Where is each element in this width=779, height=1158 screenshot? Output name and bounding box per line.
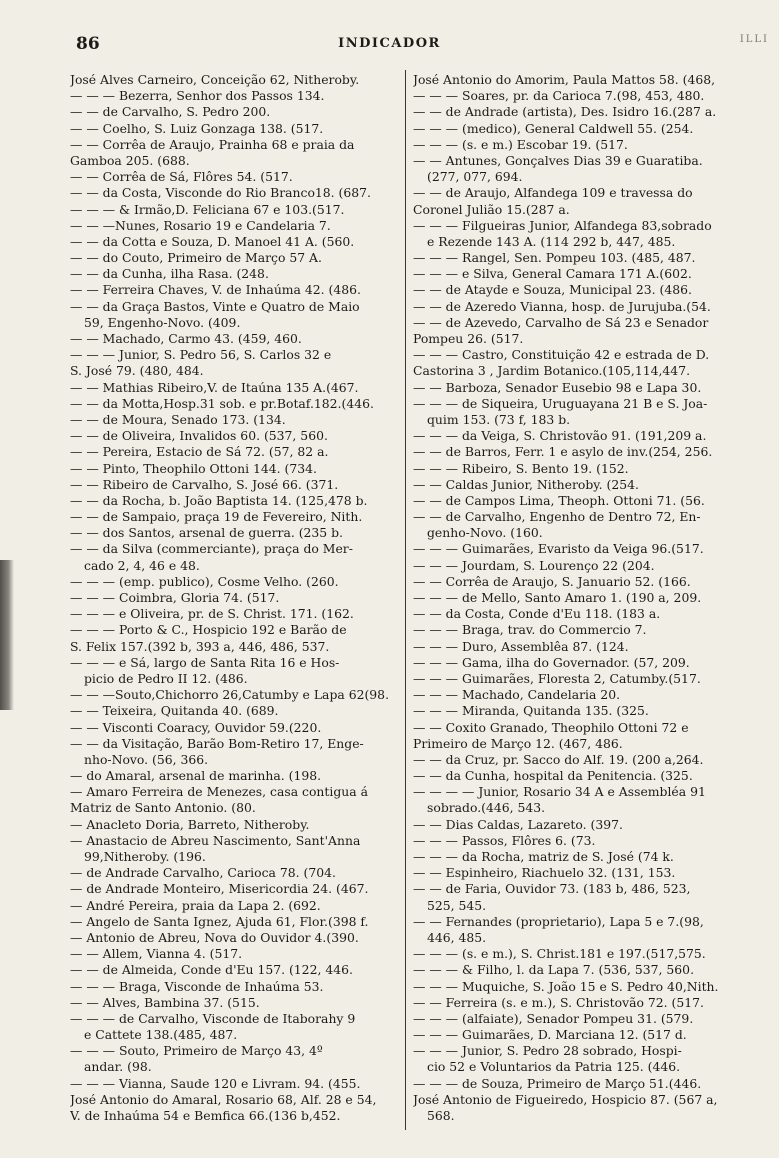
directory-entry-line: — — Ribeiro de Carvalho, S. José 66. (371. <box>70 476 339 492</box>
directory-entry-line: — Anacleto Doria, Barreto, Nitheroby. <box>70 816 310 832</box>
directory-entry-line: — — da Costa, Visconde do Rio Branco18. (687. <box>70 185 371 201</box>
directory-entry-line: — — Coelho, S. Luiz Gonzaga 138. (517. <box>70 120 324 136</box>
directory-entry-line: — — — Passos, Flôres 6. (73. <box>413 832 596 848</box>
directory-entry-line: — — — Braga, Visconde de Inhaúma 53. <box>70 978 324 994</box>
directory-entry-line: — Antonio de Abreu, Nova do Ouvidor 4.(390. <box>70 929 359 945</box>
directory-entry-line: — — de Andrade (artista), Des. Isidro 16.(287 a. <box>413 104 717 120</box>
directory-entry-line: — — Corrêa de Araujo, Prainha 68 e praia da <box>70 136 355 152</box>
directory-entry-line: — — Corrêa de Araujo, S. Januario 52. (166. <box>413 573 691 589</box>
directory-entry-line: — — de Azeredo Vianna, hosp. de Jurujuba.(54. <box>413 298 711 314</box>
directory-entry-line: Matriz de Santo Antonio. (80. <box>70 800 256 816</box>
directory-entry-line: Gamboa 205. (688. <box>70 152 190 168</box>
directory-entry-line: Pompeu 26. (517. <box>413 331 524 346</box>
directory-entry-line: — — — Castro, Constituição 42 e estrada de D. <box>413 347 710 363</box>
directory-entry-line: — — — Muquiche, S. João 15 e S. Pedro 40,Nith. <box>413 978 719 994</box>
directory-entry-line: 59, Engenho-Novo. (409. <box>84 314 241 330</box>
directory-entry-line: — — de Azevedo, Carvalho de Sá 23 e Senador <box>413 314 709 330</box>
directory-entry-line: — — — (alfaiate), Senador Pompeu 31. (579. <box>413 1010 694 1026</box>
directory-entry-line: — — — de Mello, Santo Amaro 1. (190 a, 209. <box>413 590 702 605</box>
directory-entry-line: picio de Pedro II 12. (486. <box>84 670 248 686</box>
directory-entry-line: — — de Campos Lima, Theoph. Ottoni 71. (56. <box>413 492 705 508</box>
directory-entry-line: — — Visconti Coaracy, Ouvidor 59.(220. <box>70 719 322 735</box>
directory-entry-line: — — Allem, Vianna 4. (517. <box>70 946 243 962</box>
directory-entry-line: — — Pinto, Theophilo Ottoni 144. (734. <box>70 460 317 476</box>
directory-entry-line: — — da Motta,Hosp.31 sob. e pr.Botaf.182.(446. <box>70 395 374 411</box>
directory-entry-line: nho-Novo. (56, 366. <box>84 751 209 767</box>
directory-entry-line: — Anastacio de Abreu Nascimento, Sant'Anna <box>70 832 361 848</box>
directory-entry-line: — — — da Rocha, matriz de S. José (74 k. <box>413 849 674 864</box>
directory-entry-line: — — Corrêa de Sá, Flôres 54. (517. <box>70 169 293 185</box>
directory-entry-line: — — — Coimbra, Gloria 74. (517. <box>70 590 280 605</box>
directory-entry-line: — — — Guimarães, D. Marciana 12. (517 d. <box>413 1027 687 1043</box>
directory-entry-line: — — Mathias Ribeiro,V. de Itaúna 135 A.(467. <box>70 379 359 395</box>
directory-entry-line: — — de Faria, Ouvidor 73. (183 b, 486, 523, <box>413 881 691 897</box>
directory-entry-line: — — de Almeida, Conde d'Eu 157. (122, 446. <box>70 962 353 978</box>
directory-entry-line: — — Coxito Granado, Theophilo Ottoni 72 e <box>413 719 689 735</box>
directory-entry-line: — — Espinheiro, Riachuelo 32. (131, 153. <box>413 865 676 881</box>
directory-entry-line: 568. <box>427 1108 455 1123</box>
directory-entry-line: — — — Guimarães, Floresta 2, Catumby.(517. <box>413 670 701 686</box>
directory-entry-line: — — da Graça Bastos, Vinte e Quatro de Maio <box>70 298 360 314</box>
directory-entry-line: — — — Machado, Candelaria 20. <box>413 687 621 703</box>
directory-entry-line: — — — Filgueiras Junior, Alfandega 83,sobrado <box>413 217 712 233</box>
directory-entry-line: — — Caldas Junior, Nitheroby. (254. <box>413 476 639 492</box>
directory-entry-line: — — de Barros, Ferr. 1 e asylo de inv.(254, 256. <box>413 444 713 460</box>
directory-entry-line: — — — Junior, S. Pedro 28 sobrado, Hospi- <box>413 1043 682 1059</box>
running-head: INDICADOR <box>338 36 441 51</box>
page-header <box>0 34 779 58</box>
directory-entry-line: José Antonio de Figueiredo, Hospicio 87. (567 a, <box>413 1091 718 1107</box>
column-divider <box>405 70 406 1130</box>
directory-entry-line: 446, 485. <box>427 929 487 945</box>
directory-entry-line: — — Ferreira (s. e m.), S. Christovão 72. (517. <box>413 994 704 1010</box>
directory-entry-line: — — — de Siqueira, Uruguayana 21 B e S. Joa- <box>413 395 708 411</box>
directory-entry-line: — — de Carvalho, Engenho de Dentro 72, En- <box>413 509 701 525</box>
directory-entry-line: — — — (s. e m.), S. Christ.181 e 197.(517,575. <box>413 946 706 962</box>
directory-entry-line: — — de Moura, Senado 173. (134. <box>70 411 286 427</box>
directory-entry-line: — — — e Silva, General Camara 171 A.(602. <box>413 266 692 282</box>
directory-entry-line: — — de Carvalho, S. Pedro 200. <box>70 104 271 120</box>
directory-entry-line: — — Alves, Bambina 37. (515. <box>70 994 260 1010</box>
directory-entry-line: — — Dias Caldas, Lazareto. (397. <box>413 816 623 832</box>
directory-entry-line: — — da Cruz, pr. Sacco do Alf. 19. (200 a,264. <box>413 751 704 767</box>
directory-entry-line: — — — — Junior, Rosario 34 A e Assembléa 91 <box>413 784 706 800</box>
directory-entry-line: — — Teixeira, Quitanda 40. (689. <box>70 703 279 719</box>
directory-entry-line: — — da Cunha, hospital da Penitencia. (325. <box>413 768 693 784</box>
directory-entry-line: — — —Souto,Chichorro 26,Catumby e Lapa 62(98. <box>70 687 390 703</box>
directory-entry-line: — — — (medico), General Caldwell 55. (254. <box>413 120 694 136</box>
directory-entry-line: V. de Inhaúma 54 e Bemfica 66.(136 b,452. <box>70 1108 341 1123</box>
directory-entry-line: Coronel Julião 15.(287 a. <box>413 201 570 217</box>
directory-entry-line: — — Fernandes (proprietario), Lapa 5 e 7.(98, <box>413 913 704 929</box>
directory-entry-line: — — — Souto, Primeiro de Março 43, 4º <box>70 1043 323 1059</box>
directory-entry-line: — — Antunes, Gonçalves Dias 39 e Guaratiba. <box>413 152 703 168</box>
directory-entry-line: — — — (s. e m.) Escobar 19. (517. <box>413 136 628 152</box>
directory-entry-line: — — — e Sá, largo de Santa Rita 16 e Hos- <box>70 654 340 670</box>
directory-entry-line: Primeiro de Março 12. (467, 486. <box>413 735 623 751</box>
directory-entry-line: José Antonio do Amorim, Paula Mattos 58. (468, <box>413 72 716 87</box>
directory-entry-line: Castorina 3 , Jardim Botanico.(105,114,447. <box>413 363 691 379</box>
page-edge-shadow <box>0 560 14 710</box>
directory-entry-line: sobrado.(446, 543. <box>427 800 546 816</box>
directory-entry-line: — — dos Santos, arsenal de guerra. (235 b. <box>70 525 343 541</box>
directory-entry-line: — Amaro Ferreira de Menezes, casa contigua á <box>70 784 368 800</box>
directory-entry-line: — — — e Oliveira, pr. de S. Christ. 171. (162. <box>70 606 354 622</box>
directory-entry-line: cado 2, 4, 46 e 48. <box>84 557 200 573</box>
directory-entry-line: — — de Sampaio, praça 19 de Fevereiro, Nith. <box>70 509 363 525</box>
directory-entry-line: — — — Soares, pr. da Carioca 7.(98, 453, 480. <box>413 88 705 104</box>
directory-entry-line: — — de Atayde e Souza, Municipal 23. (486. <box>413 282 692 298</box>
directory-entry-line: — — — & Filho, l. da Lapa 7. (536, 537, 560. <box>413 962 695 978</box>
directory-entry-line: — — — Junior, S. Pedro 56, S. Carlos 32 e <box>70 347 332 363</box>
directory-entry-line: S. Felix 157.(392 b, 393 a, 446, 486, 537. <box>70 638 330 654</box>
directory-entry-line: e Rezende 143 A. (114 292 b, 447, 485. <box>427 233 676 249</box>
directory-entry-line: — — — (emp. publico), Cosme Velho. (260. <box>70 573 339 589</box>
directory-entry-line: — — — Duro, Assemblêa 87. (124. <box>413 638 629 654</box>
directory-entry-line: genho-Novo. (160. <box>427 525 543 541</box>
directory-entry-line: — — — Jourdam, S. Lourenço 22 (204. <box>413 557 655 573</box>
directory-entry-line: — — — Vianna, Saude 120 e Livram. 94. (455. <box>70 1075 361 1091</box>
directory-entry-line: — de Andrade Carvalho, Carioca 78. (704. <box>70 865 336 881</box>
directory-entry-line: José Antonio do Amaral, Rosario 68, Alf. 28 e 54, <box>70 1091 377 1107</box>
directory-entry-line: — — Ferreira Chaves, V. de Inhaúma 42. (486. <box>70 282 361 298</box>
directory-entry-line: — — — Miranda, Quitanda 135. (325. <box>413 703 649 719</box>
directory-entry-line: — — Machado, Carmo 43. (459, 460. <box>70 331 302 346</box>
directory-entry-line: — — da Cotta e Souza, D. Manoel 41 A. (560. <box>70 233 355 249</box>
directory-entry-line: — do Amaral, arsenal de marinha. (198. <box>70 768 322 784</box>
directory-entry-line: — — de Oliveira, Invalidos 60. (537, 560. <box>70 428 328 444</box>
directory-entry-line: — — — de Souza, Primeiro de Março 51.(446. <box>413 1075 702 1091</box>
directory-entry-line: S. José 79. (480, 484. <box>70 363 204 379</box>
right-column <box>413 72 765 1124</box>
directory-entry-line: — — — Porto & C., Hospicio 192 e Barão de <box>70 622 347 638</box>
directory-entry-line: — — da Visitação, Barão Bom-Retiro 17, Enge- <box>70 735 364 751</box>
directory-entry-line: — — Barboza, Senador Eusebio 98 e Lapa 30. <box>413 379 702 395</box>
directory-entry-line: — — de Araujo, Alfandega 109 e travessa do <box>413 185 693 201</box>
directory-entry-line: andar. (98. <box>84 1059 152 1075</box>
directory-entry-line: — — — Ribeiro, S. Bento 19. (152. <box>413 460 629 476</box>
directory-entry-line: — — da Cunha, ilha Rasa. (248. <box>70 266 269 282</box>
directory-entry-line: — — — Rangel, Sen. Pompeu 103. (485, 487. <box>413 250 696 266</box>
directory-entry-line: — — da Silva (commerciante), praça do Mer- <box>70 541 353 557</box>
directory-entry-line: cio 52 e Voluntarios da Patria 125. (446. <box>427 1059 681 1075</box>
directory-entry-line: — Angelo de Santa Ignez, Ajuda 61, Flor.(398 f. <box>70 913 369 929</box>
directory-entry-line: — — — & Irmão,D. Feliciana 67 e 103.(517. <box>70 201 345 217</box>
directory-entry-line: e Cattete 138.(485, 487. <box>84 1027 238 1043</box>
directory-entry-line: — — —Nunes, Rosario 19 e Candelaria 7. <box>70 217 331 233</box>
directory-entry-line: 525, 545. <box>427 897 487 913</box>
directory-entry-line: — — — da Veiga, S. Christovão 91. (191,209 a. <box>413 428 707 444</box>
directory-entry-line: — — da Rocha, b. João Baptista 14. (125,478 b. <box>70 492 368 508</box>
directory-entry-line: — — Pereira, Estacio de Sá 72. (57, 82 a. <box>70 444 329 460</box>
directory-entry-line: — de Andrade Monteiro, Misericordia 24. (467. <box>70 881 369 897</box>
directory-entry-line: — — do Couto, Primeiro de Março 57 A. <box>70 250 322 266</box>
directory-entry-line: — — — Bezerra, Senhor dos Passos 134. <box>70 88 325 104</box>
corner-mark: ILLI <box>739 34 769 45</box>
left-column <box>70 72 402 1124</box>
directory-entry-line: — — — Guimarães, Evaristo da Veiga 96.(517. <box>413 541 704 557</box>
directory-entry-line: — — — Braga, trav. do Commercio 7. <box>413 622 647 638</box>
directory-entry-line: — — da Costa, Conde d'Eu 118. (183 a. <box>413 606 661 622</box>
directory-entry-line: — André Pereira, praia da Lapa 2. (692. <box>70 897 321 913</box>
directory-entry-line: (277, 077, 694. <box>427 169 523 185</box>
directory-entry-line: — — — Gama, ilha do Governador. (57, 209. <box>413 654 690 670</box>
page-number: 86 <box>76 34 100 54</box>
directory-entry-line: — — — de Carvalho, Visconde de Itaborahy 9 <box>70 1010 356 1026</box>
directory-entry-line: quim 153. (73 f, 183 b. <box>427 411 571 427</box>
directory-entry-line: 99,Nitheroby. (196. <box>84 849 206 864</box>
directory-entry-line: José Alves Carneiro, Conceição 62, Nitheroby. <box>70 72 360 87</box>
